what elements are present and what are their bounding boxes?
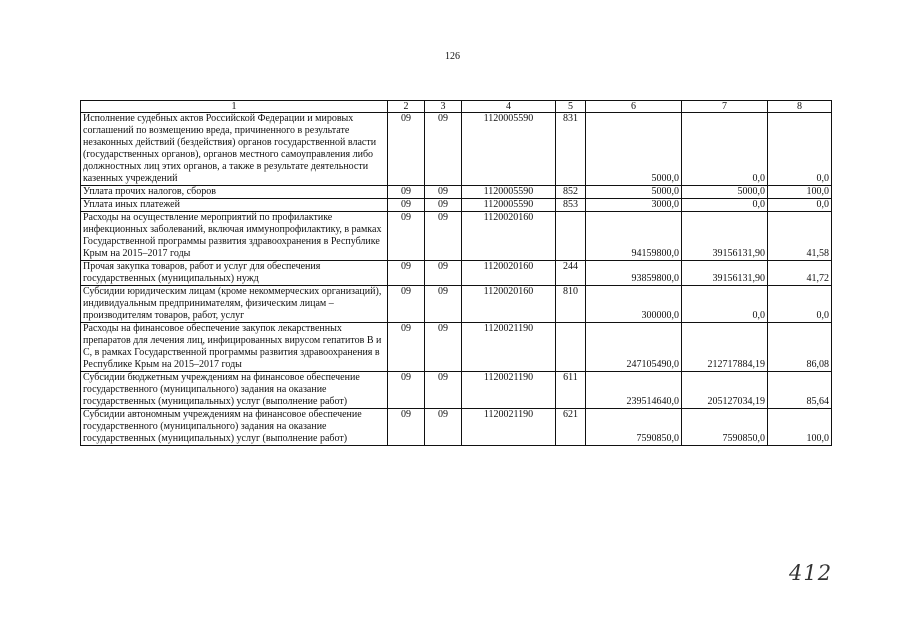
column-header: 5 <box>556 101 586 113</box>
row-actual-amount: 0,0 <box>682 199 768 212</box>
row-description: Субсидии бюджетным учреждениям на финансовое обеспечение государственного (муниципального) задания на оказание государственных (муниципальных) услуг (выполнение работ) <box>81 372 388 409</box>
table-row <box>81 199 832 212</box>
row-percent: 0,0 <box>768 113 832 186</box>
row-actual-amount: 205127034,19 <box>682 372 768 409</box>
row-percent: 86,08 <box>768 323 832 372</box>
row-target-code: 1120005590 <box>462 186 556 199</box>
table-row <box>81 212 832 261</box>
row-percent: 0,0 <box>768 286 832 323</box>
table-row <box>81 409 832 446</box>
row-section-code: 09 <box>388 286 425 323</box>
handwritten-page-number: 412 <box>789 561 833 585</box>
row-description: Расходы на финансовое обеспечение закупок лекарственных препаратов для лечения лиц, инфицированных вирусом гепатитов В и С, в рамках Государственной программы развития здравоохранения в Республике Крым на 2015–2017 годы <box>81 323 388 372</box>
row-expense-type-code: 611 <box>556 372 586 409</box>
table-row <box>81 261 832 286</box>
row-target-code: 1120021190 <box>462 372 556 409</box>
row-description: Субсидии юридическим лицам (кроме некоммерческих организаций), индивидуальным предпринимателям, физическим лицам – производителям товаров, работ, услуг <box>81 286 388 323</box>
row-target-code: 1120021190 <box>462 323 556 372</box>
table-row <box>81 113 832 186</box>
row-actual-amount: 0,0 <box>682 286 768 323</box>
row-planned-amount: 7590850,0 <box>586 409 682 446</box>
row-target-code: 1120005590 <box>462 113 556 186</box>
row-expense-type-code: 244 <box>556 261 586 286</box>
row-target-code: 1120020160 <box>462 261 556 286</box>
page-number: 126 <box>445 51 460 62</box>
row-planned-amount: 3000,0 <box>586 199 682 212</box>
column-header: 1 <box>81 101 388 113</box>
row-percent: 0,0 <box>768 199 832 212</box>
row-actual-amount: 7590850,0 <box>682 409 768 446</box>
row-percent: 100,0 <box>768 409 832 446</box>
row-description: Уплата прочих налогов, сборов <box>81 186 388 199</box>
row-description: Прочая закупка товаров, работ и услуг для обеспечения государственных (муниципальных) нужд <box>81 261 388 286</box>
table-row <box>81 372 832 409</box>
row-description: Уплата иных платежей <box>81 199 388 212</box>
table-row <box>81 186 832 199</box>
row-planned-amount: 247105490,0 <box>586 323 682 372</box>
row-subsection-code: 09 <box>425 186 462 199</box>
row-subsection-code: 09 <box>425 199 462 212</box>
row-planned-amount: 5000,0 <box>586 186 682 199</box>
row-subsection-code: 09 <box>425 113 462 186</box>
row-target-code: 1120020160 <box>462 212 556 261</box>
row-expense-type-code: 852 <box>556 186 586 199</box>
row-planned-amount: 300000,0 <box>586 286 682 323</box>
row-target-code: 1120021190 <box>462 409 556 446</box>
row-subsection-code: 09 <box>425 286 462 323</box>
column-header: 8 <box>768 101 832 113</box>
row-percent: 41,58 <box>768 212 832 261</box>
column-header: 7 <box>682 101 768 113</box>
budget-table <box>80 100 832 446</box>
row-section-code: 09 <box>388 186 425 199</box>
row-actual-amount: 39156131,90 <box>682 212 768 261</box>
row-description: Субсидии автономным учреждениям на финансовое обеспечение государственного (муниципального) задания на оказание государственных (муниципальных) услуг (выполнение работ) <box>81 409 388 446</box>
row-planned-amount: 94159800,0 <box>586 212 682 261</box>
row-target-code: 1120005590 <box>462 199 556 212</box>
row-percent: 85,64 <box>768 372 832 409</box>
table-row <box>81 323 832 372</box>
row-section-code: 09 <box>388 199 425 212</box>
row-section-code: 09 <box>388 261 425 286</box>
row-section-code: 09 <box>388 409 425 446</box>
row-description: Расходы на осуществление мероприятий по профилактике инфекционных заболеваний, включая иммунопрофилактику, в рамках Государственной программы развития здравоохранения в Республике Крым на 2015–2017 годы <box>81 212 388 261</box>
row-subsection-code: 09 <box>425 261 462 286</box>
row-percent: 41,72 <box>768 261 832 286</box>
row-actual-amount: 212717884,19 <box>682 323 768 372</box>
row-expense-type-code: 621 <box>556 409 586 446</box>
row-subsection-code: 09 <box>425 212 462 261</box>
row-expense-type-code <box>556 323 586 372</box>
row-subsection-code: 09 <box>425 323 462 372</box>
row-description: Исполнение судебных актов Российской Федерации и мировых соглашений по возмещению вреда, причиненного в результате незаконных действий (бездействия) органов государственной власти (государственных органов), органов местного самоуправления либо должностных лиц этих органов, а также в результате деятельности казенных учреждений <box>81 113 388 186</box>
row-actual-amount: 0,0 <box>682 113 768 186</box>
row-expense-type-code: 831 <box>556 113 586 186</box>
row-expense-type-code <box>556 212 586 261</box>
row-subsection-code: 09 <box>425 372 462 409</box>
column-header: 6 <box>586 101 682 113</box>
row-expense-type-code: 810 <box>556 286 586 323</box>
row-planned-amount: 5000,0 <box>586 113 682 186</box>
table-row <box>81 286 832 323</box>
row-section-code: 09 <box>388 372 425 409</box>
row-subsection-code: 09 <box>425 409 462 446</box>
row-planned-amount: 93859800,0 <box>586 261 682 286</box>
column-header: 4 <box>462 101 556 113</box>
column-header: 3 <box>425 101 462 113</box>
row-section-code: 09 <box>388 113 425 186</box>
row-planned-amount: 239514640,0 <box>586 372 682 409</box>
row-section-code: 09 <box>388 212 425 261</box>
row-target-code: 1120020160 <box>462 286 556 323</box>
row-expense-type-code: 853 <box>556 199 586 212</box>
header-row <box>81 101 832 113</box>
row-percent: 100,0 <box>768 186 832 199</box>
row-actual-amount: 5000,0 <box>682 186 768 199</box>
column-header: 2 <box>388 101 425 113</box>
row-section-code: 09 <box>388 323 425 372</box>
row-actual-amount: 39156131,90 <box>682 261 768 286</box>
